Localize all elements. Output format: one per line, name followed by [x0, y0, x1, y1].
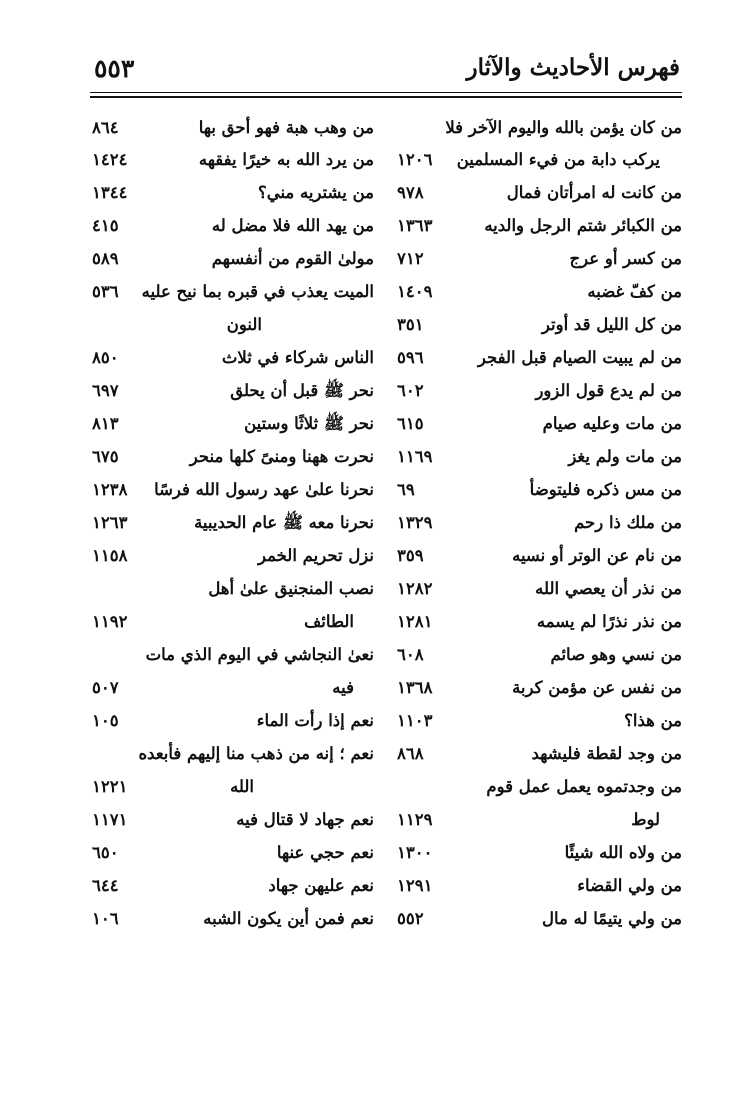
index-entry: [88, 408, 374, 442]
index-entry: [88, 639, 374, 673]
entry-text: نحر ﷺ قبل أن يحلق: [230, 381, 374, 400]
entry-number: ١١٦٩: [397, 447, 433, 466]
index-entry: [376, 408, 682, 442]
entry-number: ٧١٢: [397, 249, 424, 268]
entry-text: من الكبائر شتم الرجل والديه: [484, 216, 682, 235]
index-entry: [376, 837, 682, 871]
entry-text: من نام عن الوتر أو نسيه: [512, 546, 682, 565]
index-entry: [88, 837, 374, 871]
entry-number: ٨٦٤: [92, 118, 119, 137]
index-entry: [376, 309, 682, 343]
entry-number: ١٢٠٦: [397, 150, 433, 169]
header-rule-thin: [90, 92, 682, 93]
index-entry: [88, 144, 374, 178]
index-entry: [88, 441, 374, 475]
entry-text: من مس ذكره فليتوضأ: [529, 480, 682, 499]
index-entry: [88, 903, 374, 937]
entry-number: ١٣٤٤: [92, 183, 128, 202]
entry-text: يركب دابة من فيء المسلمين: [456, 150, 660, 169]
index-entry: [88, 474, 374, 508]
index-entry: [88, 177, 374, 211]
header-rule-thick: [90, 96, 682, 98]
index-entry: [376, 441, 682, 475]
index-entry: [376, 144, 682, 178]
entry-text: نعىٰ النجاشي في اليوم الذي مات: [145, 645, 374, 664]
entry-number: ٦٩: [397, 480, 415, 499]
entry-number: ١٢٨٢: [397, 579, 433, 598]
entry-number: ١١٧١: [92, 810, 128, 829]
index-entry: [376, 375, 682, 409]
page-header: [90, 52, 680, 92]
entry-number: ١١٠٣: [397, 711, 433, 730]
index-entry: [88, 804, 374, 838]
entry-text: من نذر أن يعصي الله: [535, 579, 682, 598]
entry-text: نحرنا معه ﷺ عام الحديبية: [194, 513, 374, 532]
index-entry: [88, 672, 374, 706]
entry-text: من كان يؤمن بالله واليوم الآخر فلا: [445, 118, 682, 137]
entry-text: من وجدتموه يعمل عمل قوم: [486, 777, 682, 796]
entry-number: ١٢٢١: [92, 777, 128, 796]
index-entry: [376, 870, 682, 904]
entry-text: فيه: [332, 678, 354, 697]
entry-number: ٥٥٢: [397, 909, 424, 928]
section-heading: [88, 309, 374, 343]
entry-text: من وهب هبة فهو أحق بها: [198, 118, 374, 137]
section-heading-text: النون: [226, 315, 262, 334]
entry-text: الطائف: [304, 612, 354, 631]
entry-number: ١٢٩١: [397, 876, 433, 895]
entry-number: ١١٩٢: [92, 612, 128, 631]
entry-text: من يرد الله به خيرًا يفقهه: [198, 150, 374, 169]
page-title: فهرس الأحاديث والآثار: [466, 54, 680, 81]
index-entry: [88, 870, 374, 904]
index-entry: [88, 705, 374, 739]
entry-number: ٦٤٤: [92, 876, 119, 895]
index-entry: [88, 573, 374, 607]
index-entry: [376, 210, 682, 244]
entry-number: ٣٥١: [397, 315, 424, 334]
index-entry: [376, 342, 682, 376]
entry-text: من ملك ذا رحم: [574, 513, 682, 532]
index-entry: [376, 507, 682, 541]
index-entry: [376, 903, 682, 937]
index-entry: [376, 112, 682, 146]
entry-text: من لم يدع قول الزور: [535, 381, 682, 400]
index-entry: [88, 276, 374, 310]
entry-number: ١٣٦٨: [397, 678, 433, 697]
entry-text: من كانت له امرأتان فمال: [506, 183, 682, 202]
entry-text: الناس شركاء في ثلاث: [221, 348, 374, 367]
index-entry: [88, 112, 374, 146]
entry-number: ١٢٣٨: [92, 480, 128, 499]
index-entry: [376, 771, 682, 805]
entry-number: ١٠٦: [92, 909, 119, 928]
entry-text: من هذا؟: [624, 711, 682, 730]
entry-number: ٤١٥: [92, 216, 119, 235]
entry-number: ٥٨٩: [92, 249, 119, 268]
index-entry: [376, 573, 682, 607]
entry-text: نعم إذا رأت الماء: [256, 711, 374, 730]
index-entry: [376, 243, 682, 277]
entry-number: ٥٣٦: [92, 282, 119, 301]
entry-text: نحرنا علىٰ عهد رسول الله فرسًا: [154, 480, 374, 499]
entry-number: ١١٢٩: [397, 810, 433, 829]
entry-text: نعم فمن أين يكون الشبه: [203, 909, 374, 928]
entry-text: مولىٰ القوم من أنفسهم: [211, 249, 374, 268]
entry-text: من كسر أو عرج: [569, 249, 682, 268]
index-entry: [88, 606, 374, 640]
index-entry: [376, 606, 682, 640]
entry-text: من لم يبيت الصيام قبل الفجر: [477, 348, 682, 367]
entry-text: لوط: [631, 810, 660, 829]
page-number: ٥٥٣: [94, 54, 135, 83]
entry-text: من نذر نذرًا لم يسمه: [536, 612, 682, 631]
entry-number: ٦٩٧: [92, 381, 119, 400]
entry-number: ٩٧٨: [397, 183, 424, 202]
entry-text: من نفس عن مؤمن كربة: [512, 678, 682, 697]
entry-text: نعم حجي عنها: [276, 843, 374, 862]
entry-text: من وجد لقطة فليشهد: [531, 744, 682, 763]
entry-number: ١٠٥: [92, 711, 119, 730]
index-entry: [88, 243, 374, 277]
entry-number: ٦٥٠: [92, 843, 119, 862]
entry-number: ١٤٢٤: [92, 150, 128, 169]
index-entry: [88, 771, 374, 805]
index-entry: [88, 375, 374, 409]
entry-text: من ولي يتيمًا له مال: [542, 909, 682, 928]
index-entry: [376, 705, 682, 739]
index-entry: [376, 738, 682, 772]
index-entry: [376, 804, 682, 838]
entry-text: من يشتريه مني؟: [257, 183, 374, 202]
entry-text: نعم ؛ إنه من ذهب منا إليهم فأبعده: [138, 744, 374, 763]
entry-text: من ولي القضاء: [577, 876, 682, 895]
entry-text: نعم عليهن جهاد: [268, 876, 374, 895]
entry-text: نعم جهاد لا قتال فيه: [236, 810, 374, 829]
entry-number: ٦٧٥: [92, 447, 119, 466]
index-entry: [376, 540, 682, 574]
entry-text: الله: [230, 777, 254, 796]
entry-number: ١٢٨١: [397, 612, 433, 631]
entry-text: من ولاه الله شيئًا: [564, 843, 682, 862]
entry-number: ٦١٥: [397, 414, 424, 433]
entry-text: من نسي وهو صائم: [550, 645, 682, 664]
entry-number: ٥٠٧: [92, 678, 119, 697]
entry-text: من كل الليل قد أوتر: [541, 315, 682, 334]
index-entry: [88, 738, 374, 772]
entry-number: ٦٠٨: [397, 645, 424, 664]
index-entry: [376, 276, 682, 310]
entry-text: من مات ولم يغز: [568, 447, 682, 466]
index-entry: [376, 672, 682, 706]
entry-text: من مات وعليه صيام: [542, 414, 682, 433]
entry-number: ٨٦٨: [397, 744, 424, 763]
entry-text: من كفّ غضبه: [587, 282, 682, 301]
entry-text: نزل تحريم الخمر: [258, 546, 374, 565]
entry-number: ٨٥٠: [92, 348, 119, 367]
entry-number: ٣٥٩: [397, 546, 424, 565]
index-entry: [88, 210, 374, 244]
entry-text: نصب المنجنيق علىٰ أهل: [208, 579, 374, 598]
entry-number: ١٤٠٩: [397, 282, 433, 301]
index-entry: [88, 342, 374, 376]
entry-number: ٨١٣: [92, 414, 119, 433]
entry-text: نحرت ههنا ومنىً كلها منحر: [189, 447, 374, 466]
entry-number: ١٣٠٠: [397, 843, 433, 862]
entry-text: الميت يعذب في قبره بما نيح عليه: [141, 282, 374, 301]
entry-text: من يهد الله فلا مضل له: [211, 216, 374, 235]
entry-number: ١٣٢٩: [397, 513, 433, 532]
entry-number: ٦٠٢: [397, 381, 424, 400]
entry-number: ١٣٦٣: [397, 216, 433, 235]
entry-number: ١٢٦٣: [92, 513, 128, 532]
entry-number: ٥٩٦: [397, 348, 424, 367]
entry-text: نحر ﷺ ثلاثًا وستين: [244, 414, 374, 433]
index-entry: [376, 639, 682, 673]
entry-number: ١١٥٨: [92, 546, 128, 565]
index-entry: [376, 177, 682, 211]
index-entry: [88, 507, 374, 541]
index-entry: [88, 540, 374, 574]
index-entry: [376, 474, 682, 508]
